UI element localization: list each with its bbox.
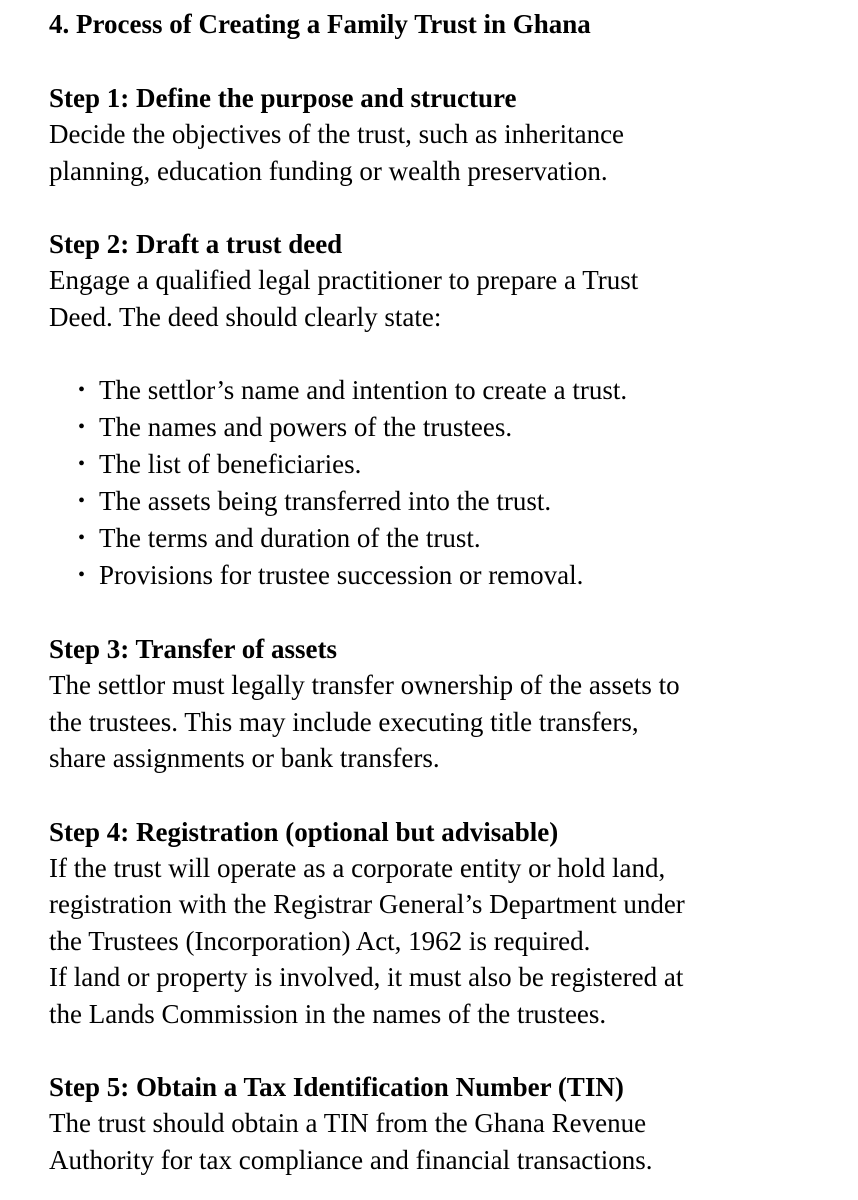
text-line: If the trust will operate as a corporate entity or hold land, [49,852,666,883]
step-body [49,850,828,1033]
text-line: planning, education funding or wealth preservation. [49,155,608,186]
text-line: Decide the objectives of the trust, such as inheritance [49,119,625,149]
text-line: The settlor must legally transfer ownership of the assets to [49,670,680,700]
bullet-icon: • [78,453,86,475]
step-heading: Step 5: Obtain a Tax Identification Number (TIN) [49,1072,624,1102]
text-line: the Trustees (Incorporation) Act, 1962 is required. [49,925,591,956]
step-body [49,667,828,777]
list-item [76,446,828,483]
text-line: Deed. The deed should clearly state: [49,301,442,332]
list-item-text: The assets being transferred into the trust. [99,486,552,516]
text-line: Authority for tax compliance and financial transactions. [49,1144,653,1175]
text-line: The trust should obtain a TIN from the Ghana Revenue [49,1108,647,1138]
bullet-icon: • [78,379,86,401]
text-line: the trustees. This may include executing title transfers, [49,706,639,737]
step-body [49,262,828,335]
deed-contents-list [49,372,828,594]
step-5 [49,1069,828,1178]
list-item [76,372,828,409]
text-line: If land or property is involved, it must also be registered at [49,962,684,992]
list-item [76,409,828,446]
list-item-text: The list of beneficiaries. [99,449,362,479]
step-heading: Step 1: Define the purpose and structure [49,83,517,113]
bullet-icon: • [78,527,86,549]
text-line: registration with the Registrar General’s Department under [49,889,685,919]
text-line: share assignments or bank transfers. [49,743,440,773]
bullet-icon: • [78,564,86,586]
step-4 [49,814,828,1033]
step-body [49,116,828,189]
list-item-text: The names and powers of the trustees. [99,412,513,442]
list-item-text: The settlor’s name and intention to create a trust. [99,375,628,405]
list-item [76,557,828,594]
list-item-text: The terms and duration of the trust. [99,523,481,553]
bullet-icon: • [78,490,86,512]
step-heading: Step 2: Draft a trust deed [49,229,343,259]
document-title: 4. Process of Creating a Family Trust in Ghana [49,9,591,39]
list-item-text: Provisions for trustee succession or removal. [99,560,584,590]
step-2 [49,226,828,594]
step-heading: Step 3: Transfer of assets [49,634,337,664]
step-heading: Step 4: Registration (optional but advisable) [49,816,559,847]
text-line: the Lands Commission in the names of the trustees. [49,998,607,1029]
text-line: Engage a qualified legal practitioner to prepare a Trust [49,265,639,295]
list-item [76,483,828,520]
step-body [49,1105,828,1178]
step-1 [49,80,828,189]
step-3 [49,631,828,777]
list-item [76,520,828,557]
bullet-icon: • [78,416,86,438]
